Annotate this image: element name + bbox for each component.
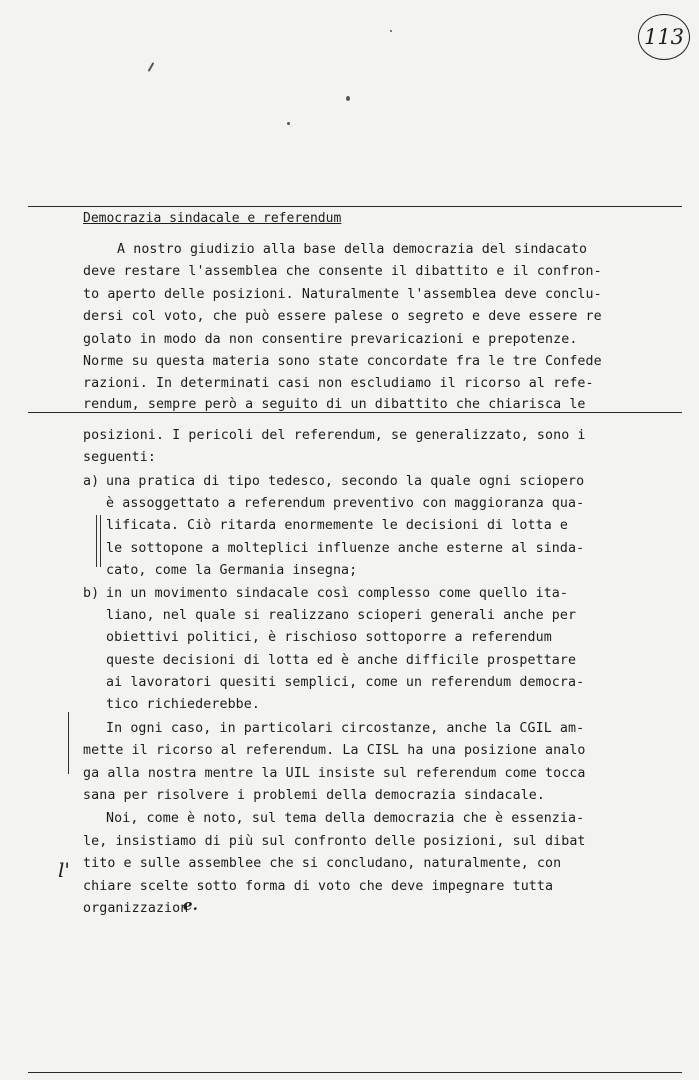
paragraph-line: tito e sulle assemblee che si concludano, naturalmente, con bbox=[83, 856, 562, 871]
paragraph-line: organizzazion bbox=[83, 901, 189, 916]
paragraph-line: A nostro giudizio alla base della democrazia del sindacato bbox=[117, 242, 588, 257]
list-marker-a: a) bbox=[83, 474, 100, 489]
paragraph-line: golato in modo da non consentire prevaricazioni e prepotenze. bbox=[83, 332, 578, 347]
page-join-divider bbox=[28, 412, 682, 413]
top-divider bbox=[28, 206, 682, 207]
paragraph-line: posizioni. I pericoli del referendum, se generalizzato, sono i bbox=[83, 428, 586, 443]
list-item-line: queste decisioni di lotta ed è anche difficile prospettare bbox=[106, 653, 577, 668]
list-item-line: in un movimento sindacale così complesso come quello ita- bbox=[106, 586, 569, 601]
paragraph-line: rendum, sempre però a seguito di un dibattito che chiarisca le bbox=[83, 397, 586, 412]
scan-speck bbox=[148, 62, 155, 72]
paragraph-line: dersi col voto, che può essere palese o segreto e deve essere re bbox=[83, 309, 602, 324]
scan-speck bbox=[346, 96, 350, 101]
paragraph-line: sana per risolvere i problemi della democrazia sindacale. bbox=[83, 788, 546, 803]
margin-mark bbox=[100, 515, 101, 567]
list-item-line: è assoggettato a referendum preventivo con maggioranza qua- bbox=[106, 496, 585, 511]
paragraph-line: seguenti: bbox=[83, 450, 156, 465]
list-item-line: ai lavoratori quesiti semplici, come un referendum democra- bbox=[106, 675, 585, 690]
paragraph-line: chiare scelte sotto forma di voto che deve impegnare tutta bbox=[83, 879, 554, 894]
page-number-stamp bbox=[638, 14, 690, 60]
paragraph-line: mette il ricorso al referendum. La CISL ha una posizione analo bbox=[83, 743, 586, 758]
list-item-line: tico richiederebbe. bbox=[106, 697, 261, 712]
paragraph-line: ga alla nostra mentre la UIL insiste sul referendum come tocca bbox=[83, 766, 586, 781]
section-heading: Democrazia sindacale e referendum bbox=[83, 211, 342, 226]
list-item-line: cato, come la Germania insegna; bbox=[106, 563, 358, 578]
list-item-line: le sottopone a molteplici influenze anche esterne al sinda- bbox=[106, 541, 585, 556]
handwritten-ending: e. bbox=[183, 896, 198, 914]
scan-speck bbox=[287, 122, 290, 125]
paragraph-line: to aperto delle posizioni. Naturalmente l'assemblea deve conclu- bbox=[83, 287, 602, 302]
page-number: 113 bbox=[643, 25, 685, 49]
handwritten-correction: l' bbox=[58, 858, 70, 882]
paragraph-line: Noi, come è noto, sul tema della democrazia che è essenzia- bbox=[106, 811, 585, 826]
list-item-line: lificata. Ciò ritarda enormemente le decisioni di lotta e bbox=[106, 518, 569, 533]
margin-mark bbox=[96, 515, 97, 567]
list-item-line: liano, nel quale si realizzano scioperi generali anche per bbox=[106, 608, 577, 623]
bottom-edge bbox=[28, 1072, 682, 1073]
paragraph-line: In ogni caso, in particolari circostanze, anche la CGIL am- bbox=[106, 721, 585, 736]
paragraph-line: razioni. In determinati casi non escludiamo il ricorso al refe- bbox=[83, 376, 594, 391]
list-item-line: obiettivi politici, è rischioso sottoporre a referendum bbox=[106, 630, 552, 645]
paragraph-line: deve restare l'assemblea che consente il dibattito e il confron- bbox=[83, 264, 602, 279]
paragraph-line: le, insistiamo di più sul confronto delle posizioni, sul dibat bbox=[83, 834, 586, 849]
list-item-line: una pratica di tipo tedesco, secondo la quale ogni sciopero bbox=[106, 474, 585, 489]
scan-speck bbox=[390, 30, 392, 32]
paragraph-line: Norme su questa materia sono state concordate fra le tre Confede bbox=[83, 354, 602, 369]
list-marker-b: b) bbox=[83, 586, 100, 601]
margin-mark bbox=[68, 712, 69, 774]
